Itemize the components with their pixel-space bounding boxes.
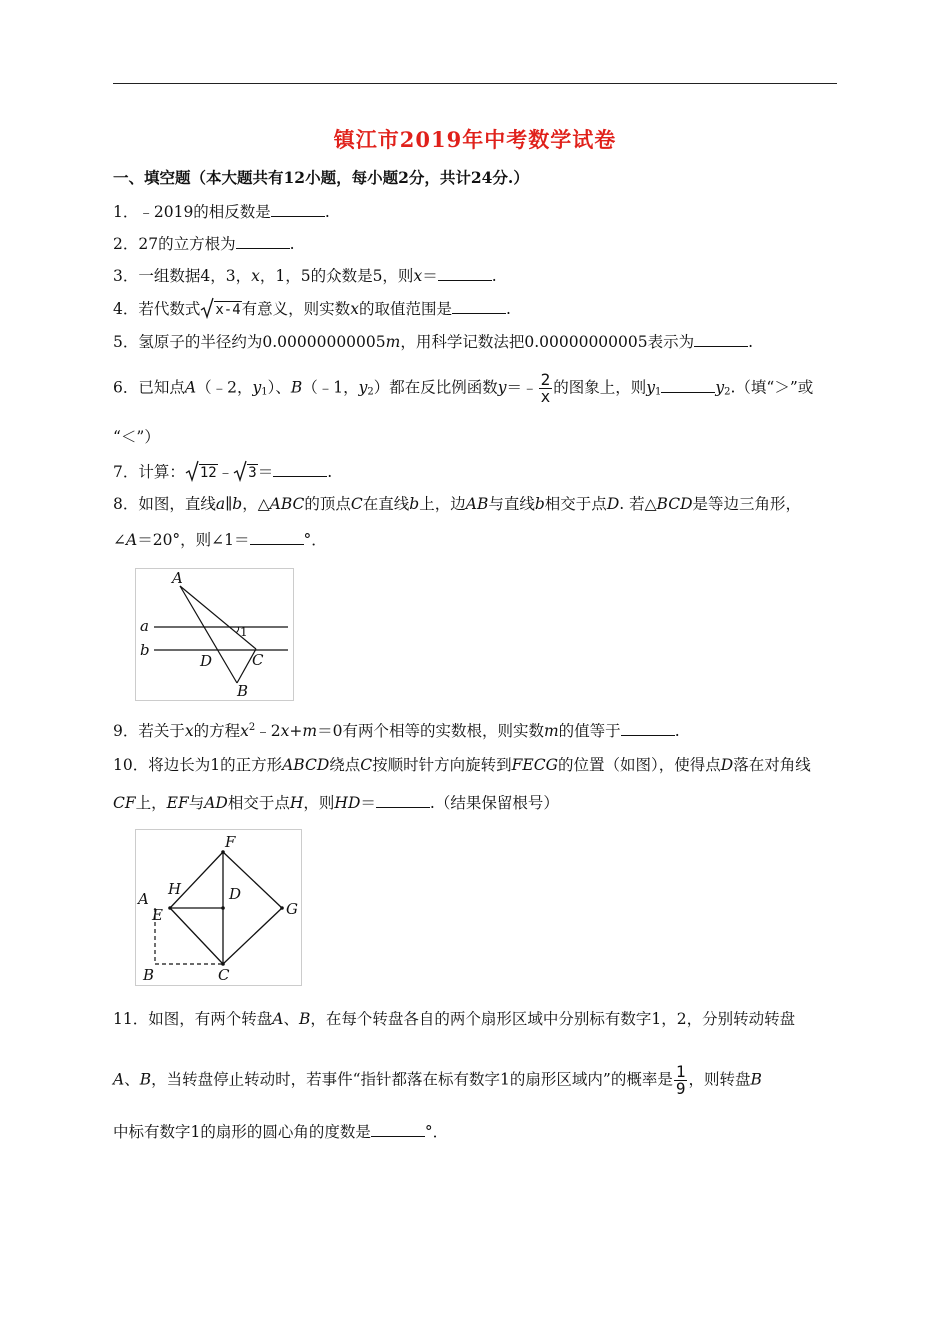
question-7: 7．计算： 12﹣ 3＝ . — [113, 463, 333, 481]
label-H: H — [168, 880, 182, 898]
label-F: F — [225, 833, 236, 851]
radical-expression: 3 — [233, 463, 257, 481]
question-11-cont: A、B，当转盘停止转动时，若事件“指针都落在标有数字1的扇形区域内”的概率是 $\frac{1}{9}$ ，则转盘B — [113, 1062, 762, 1098]
question-8: 8．如图，直线a∥b，△ABC的顶点C在直线b上，边AB与直线b相交于点D. 若△BCD是等边三角形， — [113, 495, 802, 513]
answer-blank — [250, 532, 304, 545]
header-rule — [113, 83, 837, 84]
question-5: 5．氢原子的半径约为0.00000000005m，用科学记数法把0.00000000005表示为 . — [113, 333, 754, 351]
label-B: B — [143, 966, 155, 984]
label-B: B — [237, 682, 249, 700]
label-A: A — [138, 890, 149, 908]
label-a: a — [140, 617, 149, 635]
question-2: 2．27的立方根为 . — [113, 235, 295, 253]
answer-blank — [661, 380, 715, 393]
question-10-cont: CF上，EF与AD相交于点H，则HD＝ .（结果保留根号） — [113, 794, 559, 812]
answer-blank — [371, 1124, 425, 1137]
label-C: C — [252, 651, 264, 669]
label-D: D — [200, 652, 213, 670]
label-C: C — [218, 966, 230, 984]
radical-expression: x-4 — [200, 300, 241, 318]
answer-blank — [621, 723, 675, 736]
fraction: $\frac{1}{9}$ — [675, 1062, 686, 1098]
answer-blank — [273, 464, 327, 477]
label-angle-1: 1 — [240, 625, 248, 639]
answer-blank — [271, 204, 325, 217]
label-b: b — [140, 641, 150, 659]
question-3: 3．一组数据4，3，x，1，5的众数是5，则x＝ . — [113, 267, 497, 285]
answer-blank — [452, 301, 506, 314]
question-11: 11．如图，有两个转盘A、B，在每个转盘各自的两个扇形区域中分别标有数字1，2，分别转动转盘 — [113, 1010, 796, 1028]
question-6-cont: “＜”） — [113, 428, 160, 446]
label-E: E — [152, 906, 163, 924]
answer-blank — [438, 268, 492, 281]
question-10: 10．将边长为1的正方形ABCD绕点C按顺时针方向旋转到FECG的位置（如图），使得点D落在对角线 — [113, 756, 811, 774]
answer-blank — [694, 334, 748, 347]
section-heading: 一、填空题（本大题共有12小题，每小题2分，共计24分.） — [113, 168, 529, 187]
radical-expression: 12 — [185, 463, 218, 481]
figure-parallel-lines — [135, 568, 294, 701]
question-1: 1．﹣2019的相反数是 . — [113, 203, 330, 221]
answer-blank — [376, 795, 430, 808]
fraction: $\frac{2}{x}$ — [540, 370, 551, 406]
question-9: 9．若关于x的方程$x^2﹣2x+m=0$有两个相等的实数根，则实数m的值等于 . — [113, 722, 680, 740]
label-A: A — [172, 569, 183, 587]
label-D: D — [229, 885, 242, 903]
question-8-cont: ∠A＝20°，则∠1＝ °． — [113, 531, 327, 549]
question-4: 4．若代数式 x-4有意义，则实数x的取值范围是 . — [113, 300, 511, 318]
answer-blank — [236, 236, 290, 249]
figure-rotated-square — [135, 829, 302, 986]
question-11-cont2: 中标有数字1的扇形的圆心角的度数是 °． — [113, 1123, 449, 1141]
label-G: G — [286, 900, 298, 918]
page-title: 镇江市2019年中考数学试卷 — [333, 127, 617, 152]
question-6: 6．已知点A（﹣2，$y_1$）、B（﹣1，$y_2$）都在反比例函数y＝﹣ $\frac{2}{x}$ 的图象上，则$y_1$ $y_2$.（填“＞”或 — [113, 370, 814, 406]
